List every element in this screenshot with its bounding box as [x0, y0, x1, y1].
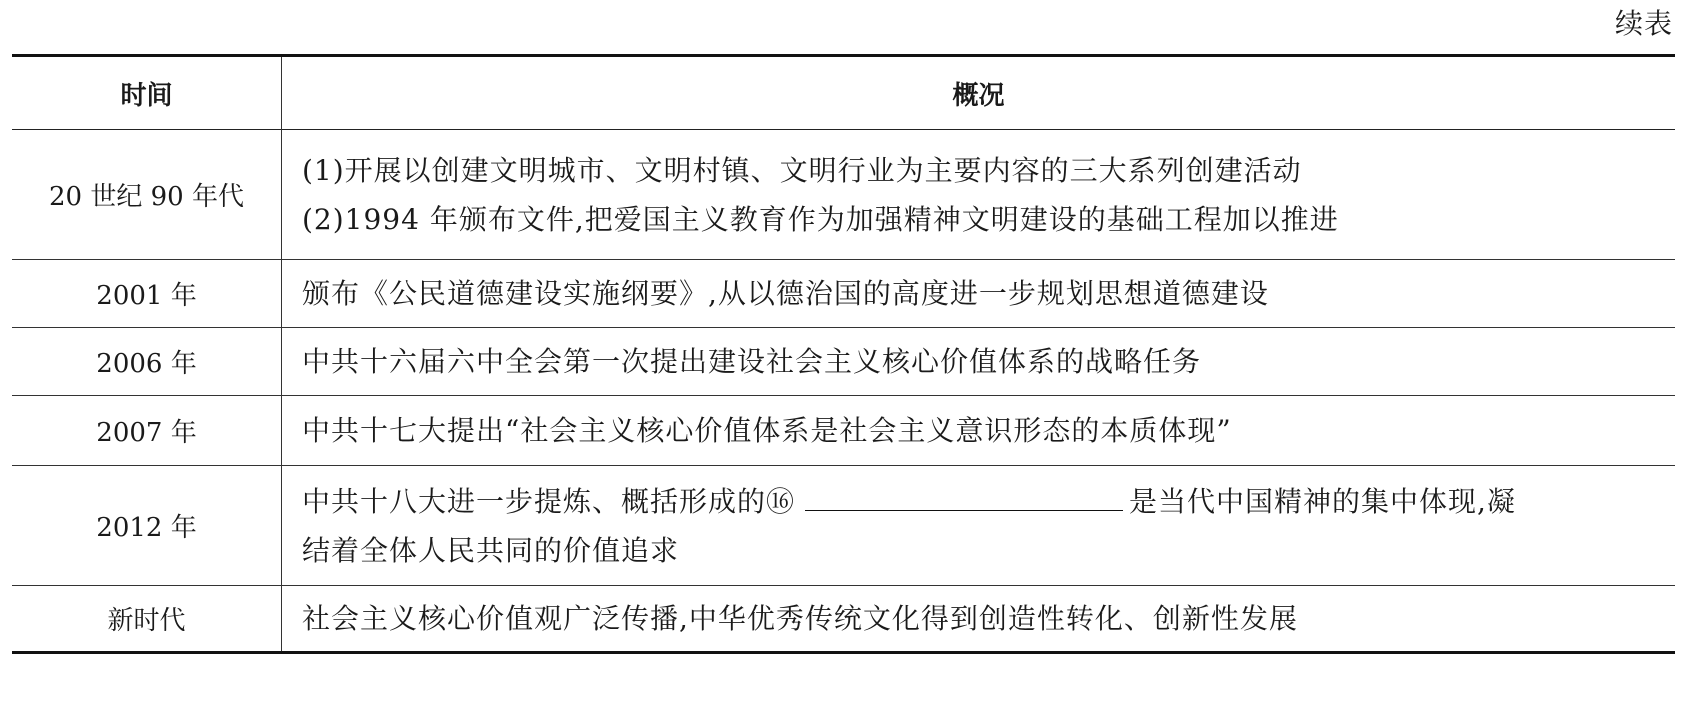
- table-row: [12, 396, 1675, 466]
- time-cell: 20 世纪 90 年代: [12, 130, 282, 260]
- time-cell: 2012 年: [12, 466, 282, 586]
- history-table: [12, 54, 1675, 654]
- table-row: [12, 586, 1675, 653]
- table-row: [12, 328, 1675, 396]
- overview-line: (1)开展以创建文明城市、文明村镇、文明行业为主要内容的三大系列创建活动: [302, 153, 1302, 187]
- overview-cell: [282, 328, 1676, 396]
- table-row: [12, 260, 1675, 328]
- table-caption: 续表: [1614, 7, 1673, 40]
- overview-line: 中共十六届六中全会第一次提出建设社会主义核心价值体系的战略任务: [302, 345, 1202, 378]
- time-cell: 2007 年: [12, 396, 282, 466]
- overview-line: 结着全体人民共同的价值追求: [302, 533, 680, 567]
- overview-cell: [282, 466, 1676, 586]
- overview-line: 中共十七大提出“社会主义核心价值体系是社会主义意识形态的本质体现”: [302, 414, 1232, 447]
- header-overview: 概况: [952, 80, 1005, 111]
- text-before-blank: 中共十八大进一步提炼、概括形成的⑯: [302, 484, 796, 518]
- time-cell: 新时代: [12, 586, 282, 653]
- table-row: [12, 466, 1675, 586]
- fill-in-blank[interactable]: [805, 480, 1123, 511]
- overview-cell: [282, 396, 1676, 466]
- overview-line: (2)1994 年颁布文件,把爱国主义教育作为加强精神文明建设的基础工程加以推进: [302, 202, 1339, 236]
- table-row: [12, 130, 1675, 260]
- overview-cell: [282, 260, 1676, 328]
- time-cell: 2001 年: [12, 260, 282, 328]
- overview-line: [302, 477, 1659, 526]
- table-header-row: [12, 56, 1675, 130]
- overview-cell: [282, 586, 1676, 653]
- overview-line: 颁布《公民道德建设实施纲要》,从以德治国的高度进一步规划思想道德建设: [302, 277, 1269, 310]
- text-after-blank: 是当代中国精神的集中体现,凝: [1129, 484, 1516, 518]
- header-time: 时间: [12, 56, 282, 130]
- time-cell: 2006 年: [12, 328, 282, 396]
- overview-line: 社会主义核心价值观广泛传播,中华优秀传统文化得到创造性转化、创新性发展: [302, 602, 1298, 635]
- overview-cell: [282, 130, 1676, 260]
